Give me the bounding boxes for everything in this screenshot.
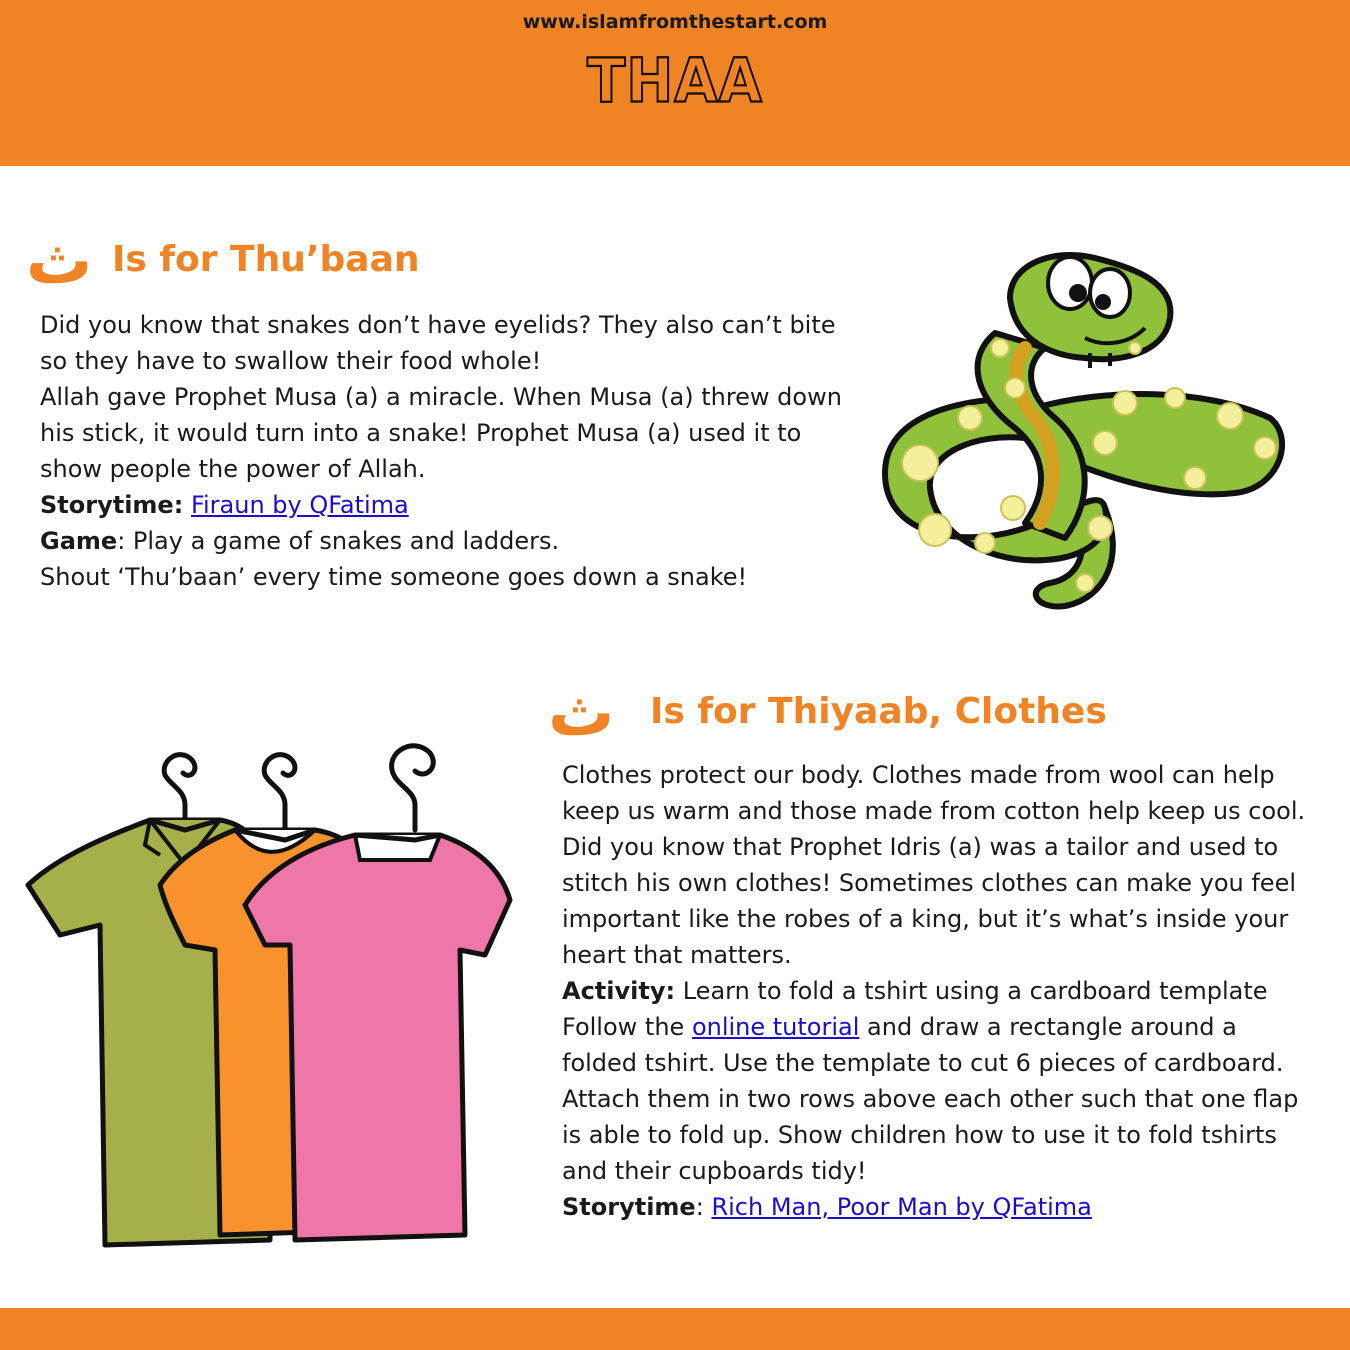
footer-bar xyxy=(0,1308,1350,1350)
storytime-line xyxy=(562,1189,1305,1225)
section2-heading: Is for Thiyaab, Clothes xyxy=(650,691,1107,732)
body-line: important like the robes of a king, but it’s what’s inside your xyxy=(562,905,1289,933)
arabic-letter-thaa: ث xyxy=(548,674,615,751)
game-line xyxy=(40,523,842,559)
body-line: his stick, it would turn into a snake! Prophet Musa (a) used it to xyxy=(40,419,802,447)
online-tutorial-link[interactable]: online tutorial xyxy=(691,1013,860,1041)
storytime-label: Storytime xyxy=(562,1193,696,1221)
body-line: stitch his own clothes! Sometimes clothes can make you feel xyxy=(562,869,1297,897)
section2-body xyxy=(562,757,1305,1225)
section1-body xyxy=(40,307,842,595)
body-line: Allah gave Prophet Musa (a) a miracle. When Musa (a) threw down xyxy=(40,383,842,411)
body-line: is able to fold up. Show children how to use it to fold tshirts xyxy=(562,1121,1277,1149)
follow-pre: Follow the xyxy=(562,1013,692,1041)
follow-post: and draw a rectangle around a xyxy=(859,1013,1237,1041)
arabic-letter-thaa: ث xyxy=(26,222,93,299)
shout-line: Shout ‘Thu’baan’ every time someone goes down a snake! xyxy=(40,563,748,591)
body-line: show people the power of Allah. xyxy=(40,455,426,483)
storytime-label: Storytime: xyxy=(40,491,184,519)
activity-label: Activity: xyxy=(562,977,676,1005)
body-line: Did you know that Prophet Idris (a) was a tailor and used to xyxy=(562,833,1279,861)
body-line: folded tshirt. Use the template to cut 6 pieces of cardboard. xyxy=(562,1049,1284,1077)
body-line: Did you know that snakes don’t have eyelids? They also can’t bite xyxy=(40,311,836,339)
follow-line xyxy=(562,1009,1305,1045)
footer-url[interactable]: www.islamfromthestart.com xyxy=(522,11,828,33)
body-line: Clothes protect our body. Clothes made from wool can help xyxy=(562,761,1275,789)
body-line: Attach them in two rows above each other such that one flap xyxy=(562,1085,1299,1113)
game-text: : Play a game of snakes and ladders. xyxy=(117,527,560,555)
activity-text: Learn to fold a tshirt using a cardboard template xyxy=(675,977,1268,1005)
section1-heading: Is for Thu’baan xyxy=(112,239,420,280)
body-line: keep us warm and those made from cotton help keep us cool. xyxy=(562,797,1306,825)
snake-illustration xyxy=(875,238,1295,618)
body-line: so they have to swallow their food whole! xyxy=(40,347,542,375)
body-line: and their cupboards tidy! xyxy=(562,1157,867,1185)
game-label: Game xyxy=(40,527,118,555)
clothes-illustration xyxy=(20,735,520,1260)
storytime-link-rich-man[interactable]: Rich Man, Poor Man by QFatima xyxy=(711,1193,1092,1221)
page-title: THAA xyxy=(587,46,763,117)
storytime-link-firaun[interactable]: Firaun by QFatima xyxy=(190,491,409,519)
body-line: heart that matters. xyxy=(562,941,792,969)
activity-line xyxy=(562,973,1305,1009)
storytime-line xyxy=(40,487,842,523)
storytime-sep: : xyxy=(695,1193,712,1221)
